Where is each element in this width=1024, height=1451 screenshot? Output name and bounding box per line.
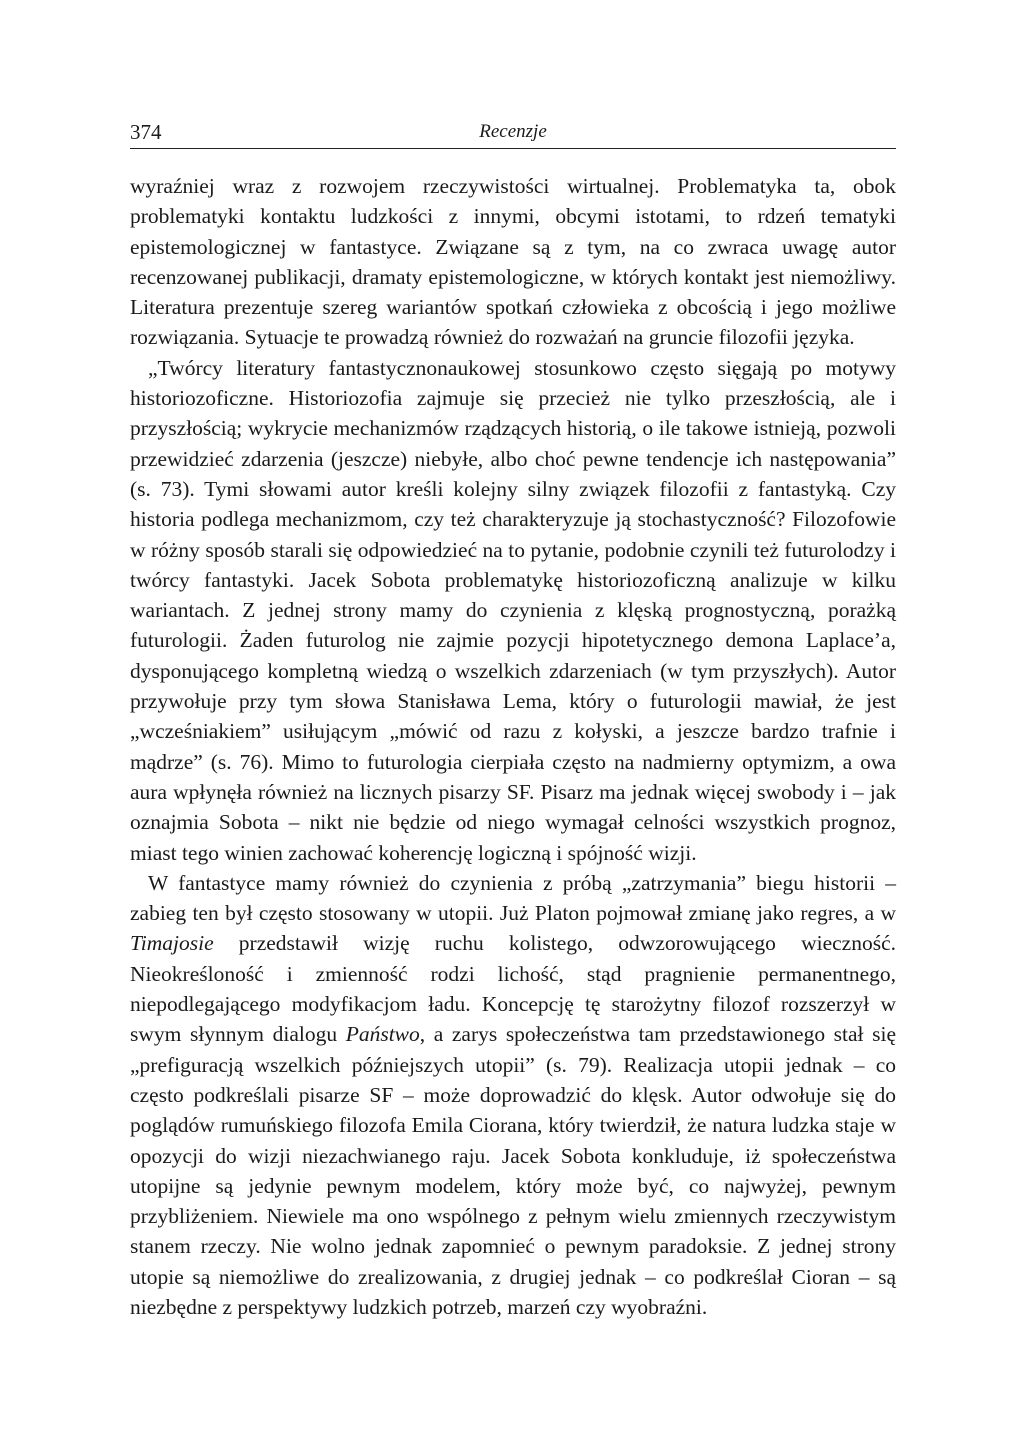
text-run: wyraźniej wraz z rozwojem rzeczywistości wirtualnej. Problematyka ta, obok problematyki kontaktu ludzkości z innymi, obcymi istotami, to rdzeń tematyki epistemologicznej w fantastyce. Związane są z tym, na co zwraca uwagę autor recenzowanej publikacji, dramaty epistemologiczne, w których kontakt jest niemożliwy. Literatura prezentuje szereg wariantów spotkań człowieka z obcością i jego możliwe rozwiązania. Sytuacje te prowadzą również do rozważań na gruncie filozofii języka. [130, 174, 896, 350]
text-run: W fantastyce mamy również do czynienia z próbą „zatrzymania” biegu historii – zabieg ten był często stosowany w utopii. Już Platon pojmował zmianę jako regres, a w [130, 870, 896, 926]
body-text [130, 171, 896, 1322]
text-run: , a zarys społeczeństwa tam przedstawionego stał się „prefiguracją wszelkich późniejszych utopii” (s. 79). Realizacja utopii jednak – co często podkreślali pisarze SF – może doprowadzić do klęsk. Autor odwołuje się do poglądów rumuńskiego filozofa Emila Ciorana, który twierdził, że natura ludzka staje w opozycji do wizji niezachwianego raju. Jacek Sobota konkluduje, iż społeczeństwa utopijne są jedynie pewnym modelem, który może być, co najwyżej, pewnym przybliżeniem. Niewiele ma ono wspólnego z pełnym wielu zmiennych rzeczywistym stanem rzeczy. Nie wolno jednak zapomnieć o pewnym paradoksie. Z jednej strony utopie są niemożliwe do zrealizowania, z drugiej jednak – co podkreślał Cioran – są niezbędne z perspektywy ludzkich potrzeb, marzeń czy wyobraźni. [130, 1022, 896, 1319]
italic-title: Timajosie [130, 931, 214, 956]
document-page [130, 118, 896, 1322]
paragraph-2 [130, 353, 896, 868]
paragraph-3 [130, 868, 896, 1322]
text-run: „Twórcy literatury fantastycznonaukowej stosunkowo często sięgają po motywy historiozoficzne. Historiozofia zajmuje się przecież nie tylko przeszłością, ale i przyszłością; wykrycie mechanizmów rządzących historią, o ile takowe istnieją, pozwoli przewidzieć zdarzenia (jeszcze) niebyłe, albo choć pewne tendencje ich następowania” (s. 73). Tymi słowami autor kreśli kolejny silny związek filozofii z fantastyką. Czy historia podlega mechanizmom, czy też charakteryzuje ją stochastyczność? Filozofowie w różny sposób starali się odpowiedzieć na to pytanie, podobnie czynili też futurolodzy i twórcy fantastyki. Jacek Sobota problematykę historiozoficzną analizuje w kilku wariantach. Z jednej strony mamy do czynienia z klęską prognostyczną, porażką futurologii. Żaden futurolog nie zajmie pozycji hipotetycznego demona Laplace’a, dysponującego kompletną wiedzą o wszelkich zdarzeniach (w tym przyszłych). Autor przywołuje przy tym słowa Stanisława Lema, który o futurologii mawiał, że jest „wcześniakiem” usiłującym „mówić od razu z kołyski, a jeszcze bardzo trafnie i mądrze” (s. 76). Mimo to futurologia cierpiała często na nadmierny optymizm, a owa aura wpłynęła również na licznych pisarzy SF. Pisarz ma jednak więcej swobody i – jak oznajmia Sobota – nikt nie będzie od niego wymagał celności wszystkich prognoz, miast tego winien zachować koherencję logiczną i spójność wizji. [130, 355, 896, 865]
page-number: 374 [130, 120, 162, 144]
italic-title: Państwo [345, 1022, 420, 1047]
running-header [130, 118, 896, 149]
section-title: Recenzje [479, 121, 547, 142]
paragraph-1 [130, 171, 896, 353]
text-run: przedstawił wizję ruchu kolistego, odwzorowującego wieczność. Nieokreśloność i zmienność rodzi lichość, stąd pragnienie permanentnego, niepodlegającego modyfikacjom ładu. Koncepcję tę starożytny filozof rozszerzył w swym słynnym dialogu [130, 931, 896, 1047]
